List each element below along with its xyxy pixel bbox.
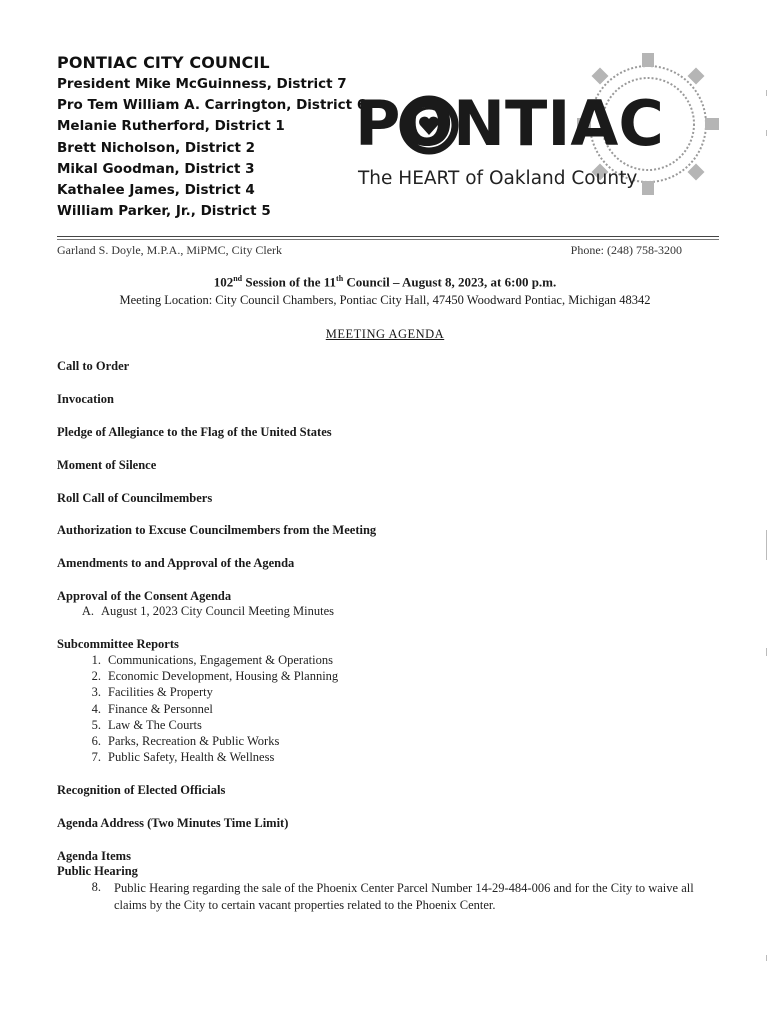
agenda-title: MEETING AGENDA (325, 327, 445, 341)
public-hearing-heading: Public Hearing (57, 864, 138, 878)
subcommittee-item (83, 653, 333, 668)
public-hearing-marker (83, 880, 108, 895)
agenda-items-heading: Agenda Items (57, 849, 131, 863)
logo-wordmark (355, 89, 664, 159)
list-marker: 3. (91, 685, 101, 699)
pontiac-logo (355, 55, 720, 210)
subcommittee-item (83, 734, 279, 749)
list-marker: 8. (91, 880, 101, 894)
meeting-location: Meeting Location: City Council Chambers, Pontiac City Hall, 47450 Woodward Pontiac, Michigan 48342 (119, 293, 651, 307)
agenda-moment-of-silence: Moment of Silence (57, 458, 157, 472)
header-divider-thin (57, 239, 719, 240)
session-number: 102 (213, 274, 234, 290)
council-member: Melanie Rutherford, District 1 (57, 118, 285, 135)
header-divider (57, 236, 719, 237)
city-clerk: Garland S. Doyle, M.P.A., MiPMC, City Clerk (57, 243, 283, 257)
council-member: Mikal Goodman, District 3 (57, 160, 255, 177)
subcommittee-item (83, 685, 213, 700)
list-marker: 7. (91, 750, 101, 764)
subcommittee-item-text: Finance & Personnel (108, 702, 213, 716)
list-marker: 5. (91, 718, 101, 732)
agenda-address: Agenda Address (Two Minutes Time Limit) (57, 816, 289, 830)
agenda-consent-heading: Approval of the Consent Agenda (57, 589, 232, 603)
session-heading (0, 274, 770, 290)
agenda-amendments: Amendments to and Approval of the Agenda (57, 556, 295, 570)
list-marker: A. (81, 604, 94, 618)
subcommittee-item-text: Parks, Recreation & Public Works (108, 734, 280, 748)
council-title: PONTIAC CITY COUNCIL (57, 53, 270, 72)
council-member: President Mike McGuinness, District 7 (57, 76, 347, 92)
subcommittee-item (83, 669, 338, 684)
council-roster (57, 52, 366, 222)
subcommittee-item (83, 718, 202, 733)
council-member: Kathalee James, District 4 (57, 182, 255, 199)
consent-item (76, 604, 334, 619)
list-marker: 1. (91, 653, 101, 667)
agenda-authorization: Authorization to Excuse Councilmembers from the Meeting (57, 523, 377, 537)
council-number-suffix: th (336, 274, 344, 283)
council-member: Brett Nicholson, District 2 (57, 139, 256, 156)
council-member: Pro Tem William A. Carrington, District 6 (57, 97, 367, 114)
agenda-pledge: Pledge of Allegiance to the Flag of the United States (57, 425, 332, 439)
public-hearing-item-text: Public Hearing regarding the sale of the Phoenix Center Parcel Number 14-29-484-006 and for the City to waive all claims by the City to certain vacant properties related to the Phoenix Center. (114, 881, 694, 912)
logo-tagline: The HEART of Oakland County (358, 168, 638, 189)
list-marker: 4. (91, 702, 101, 716)
scan-mark (766, 90, 767, 96)
scan-mark (766, 530, 767, 560)
session-number-suffix: nd (233, 274, 243, 283)
council-member: William Parker, Jr., District 5 (57, 203, 271, 220)
subcommittee-item-text: Facilities & Property (108, 685, 213, 699)
agenda-invocation: Invocation (57, 392, 114, 406)
agenda-subcommittee-heading: Subcommittee Reports (57, 637, 179, 651)
subcommittee-item-text: Law & The Courts (108, 718, 202, 732)
subcommittee-item-text: Economic Development, Housing & Planning (108, 669, 339, 683)
agenda-recognition: Recognition of Elected Officials (57, 783, 226, 797)
subcommittee-item-text: Public Safety, Health & Wellness (108, 750, 275, 764)
scan-mark (766, 648, 767, 656)
session-date: Council – August 8, 2023, at 6:00 p.m. (343, 274, 557, 290)
list-marker: 2. (91, 669, 101, 683)
consent-item-text: August 1, 2023 City Council Meeting Minutes (101, 604, 334, 618)
subcommittee-item-text: Communications, Engagement & Operations (108, 653, 333, 667)
clerk-phone: Phone: (248) 758-3200 (570, 243, 682, 257)
agenda-roll-call: Roll Call of Councilmembers (57, 491, 213, 505)
session-council: Session of the 11 (242, 274, 337, 290)
logo-word-text: PONTIAC (355, 87, 664, 160)
subcommittee-item (83, 750, 274, 765)
list-marker: 6. (91, 734, 101, 748)
scan-mark (766, 130, 767, 136)
subcommittee-item (83, 702, 213, 717)
scan-mark (766, 955, 767, 961)
agenda-call-to-order: Call to Order (57, 359, 130, 373)
